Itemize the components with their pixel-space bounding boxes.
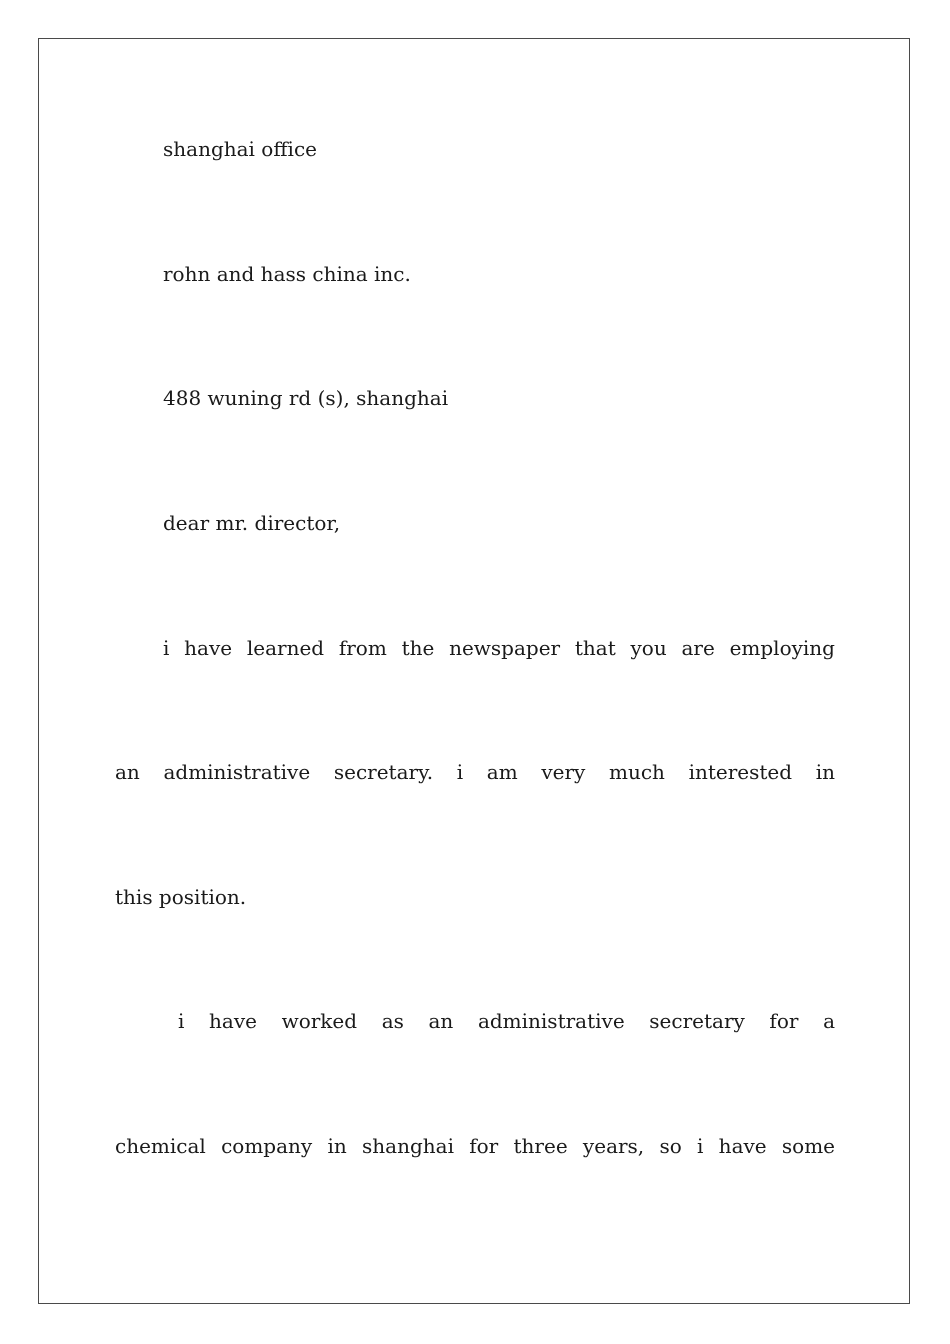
body-paragraph-2-line-1: i have worked as an administrative secretary for a [178, 1009, 835, 1033]
recipient-address: 488 wuning rd (s), shanghai [163, 386, 449, 410]
page-border [38, 38, 910, 1304]
body-paragraph-1-line-2: an administrative secretary. i am very much interested in [115, 760, 835, 784]
body-paragraph-2-line-2: chemical company in shanghai for three years, so i have some [115, 1134, 835, 1158]
recipient-company: rohn and hass china inc. [163, 262, 411, 286]
body-paragraph-1-line-3: this position. [115, 885, 247, 909]
body-paragraph-1-line-1: i have learned from the newspaper that you are employing [163, 636, 835, 660]
recipient-office: shanghai office [163, 137, 317, 161]
salutation: dear mr. director, [163, 511, 341, 535]
